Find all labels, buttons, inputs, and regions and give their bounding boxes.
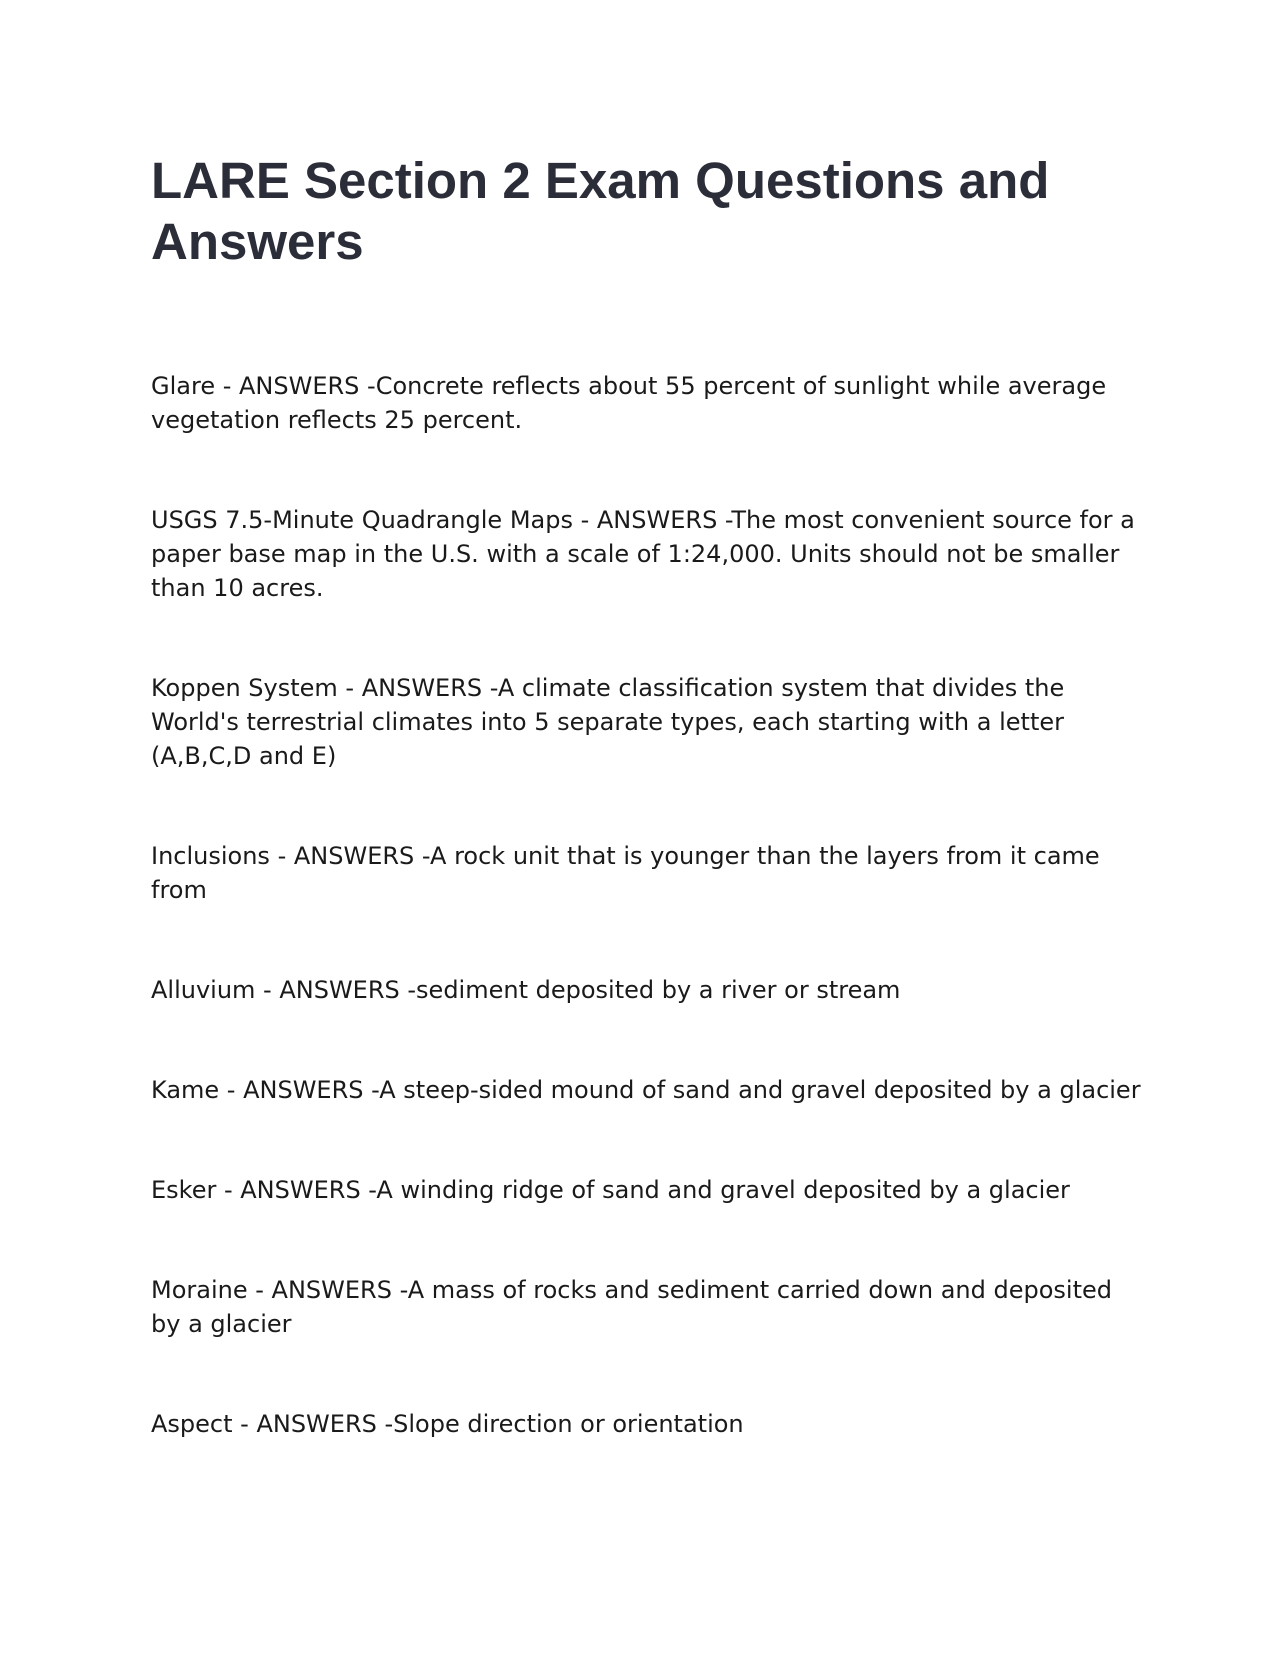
qa-item-esker: Esker - ANSWERS -A winding ridge of sand and gravel deposited by a glacier [151,1176,1070,1204]
qa-item-alluvium: Alluvium - ANSWERS -sediment deposited by a river or stream [151,976,901,1004]
document-title: LARE Section 2 Exam Questions and Answers [151,152,1050,270]
qa-item-glare: Glare - ANSWERS -Concrete reflects about 55 percent of sunlight while average vegetation reflects 25 percent. [151,372,1107,434]
qa-item-kame: Kame - ANSWERS -A steep-sided mound of sand and gravel deposited by a glacier [151,1076,1141,1104]
qa-item-usgs-quadrangle-maps: USGS 7.5-Minute Quadrangle Maps - ANSWERS -The most convenient source for a paper base map in the U.S. with a scale of 1:24,000. Units should not be smaller than 10 acres. [151,506,1135,602]
qa-item-aspect: Aspect - ANSWERS -Slope direction or orientation [151,1410,744,1438]
qa-item-inclusions: Inclusions - ANSWERS -A rock unit that is younger than the layers from it came from [151,842,1100,904]
qa-item-koppen-system: Koppen System - ANSWERS -A climate classification system that divides the World's terrestrial climates into 5 separate types, each starting with a letter (A,B,C,D and E) [151,674,1065,770]
qa-list [151,369,1141,1507]
qa-item-moraine: Moraine - ANSWERS -A mass of rocks and sediment carried down and deposited by a glacier [151,1276,1113,1338]
